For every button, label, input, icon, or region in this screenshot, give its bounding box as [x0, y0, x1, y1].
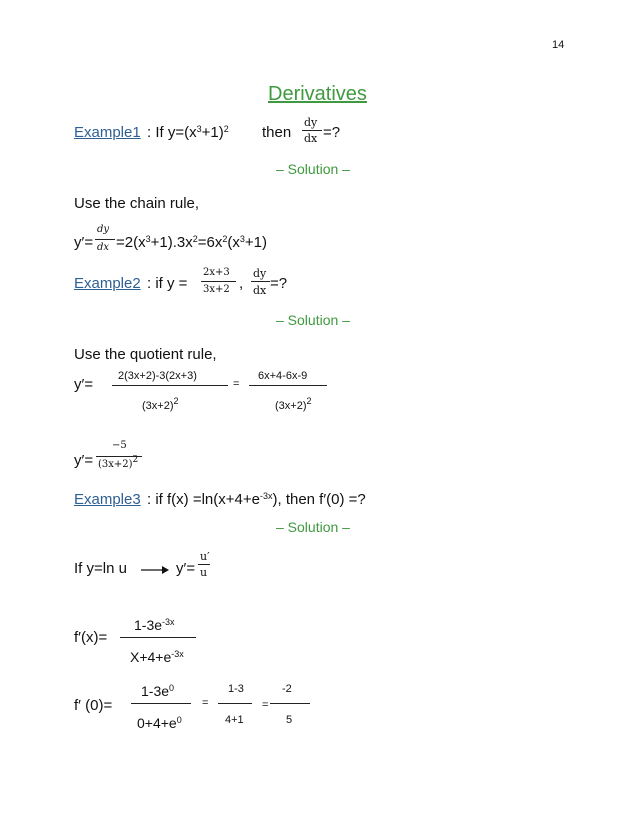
fprime-0-numerator: $1-3e^0$ [141, 683, 175, 699]
example-2-numerator: 2x+3 [203, 267, 230, 278]
quotient-rule-note: Use the quotient rule, [74, 346, 217, 363]
example-2-equals: =? [270, 275, 288, 292]
derivative-denominator: dx [97, 242, 110, 253]
ln-rule-denominator: u [200, 566, 208, 579]
example-1-fraction-denominator: dx [304, 132, 318, 145]
example-2-text: : if y = [147, 275, 188, 292]
chain-rule-note: Use the chain rule, [74, 195, 200, 212]
ln-rule-text: If y=ln u [74, 560, 127, 577]
fprime-0-denominator: $0+4+e^0$ [137, 715, 182, 731]
quotient-lhs: y′= [74, 376, 94, 393]
example-1-text: : If $y=(x^3+1)^2$ [147, 124, 229, 141]
quotient-bar-1 [112, 385, 228, 386]
derivative-numerator: dy [97, 224, 110, 235]
fprime-0-bar-2 [218, 703, 252, 704]
example-1-equals: =? [323, 124, 341, 141]
fprime-0-bar-3 [270, 703, 310, 704]
fprime-0-denominator-2: 4+1 [225, 714, 244, 726]
quotient-denominator-2: $(3x+2)^2$ [275, 396, 312, 412]
quotient-numerator-2: 6x+4-6x-9 [258, 370, 308, 382]
fprime-x-lhs: f′(x)= [74, 629, 108, 646]
example-1-label: Example1 [74, 124, 141, 141]
quotient-bar-2 [249, 385, 327, 386]
example-2-label: Example2 [74, 275, 141, 292]
example-2-dx: dx [253, 284, 267, 297]
example-1-fraction-bar [302, 130, 322, 131]
fprime-0-bar [131, 703, 191, 704]
example-1-fraction-numerator: dy [304, 116, 318, 129]
example-2-fraction-bar [201, 281, 236, 282]
quotient-denominator-1: $(3x+2)^2$ [142, 396, 179, 412]
example-1-then: then [262, 124, 292, 141]
derivative-expansion: $=2(x^3+1).3x^2=6x^2(x^3+1)$ [116, 234, 267, 251]
page-title: Derivatives [268, 83, 367, 105]
example-3-label: Example3 [74, 491, 141, 508]
quotient-equals: = [233, 378, 240, 390]
solution-heading-3: – Solution – [276, 519, 350, 535]
right-arrow-icon [140, 563, 170, 575]
example-2-dydx-bar [251, 281, 270, 282]
ln-rule-numerator: u′ [200, 550, 210, 563]
example-2-comma: , [239, 275, 244, 292]
quotient-numerator-1: 2(3x+2)-3(2x+3) [118, 370, 197, 382]
fprime-0-denominator-3: 5 [286, 714, 293, 726]
fprime-0-numerator-2: 1-3 [228, 683, 244, 695]
fprime-0-equals-2: = [262, 699, 269, 711]
example-2-dy: dy [253, 267, 267, 280]
page-number: 14 [552, 39, 565, 51]
ln-rule-fraction-bar [198, 564, 210, 565]
derivative-lhs: y′= [74, 234, 94, 251]
solution-heading-2: – Solution – [276, 312, 350, 328]
result-denominator: $(3x+2)^2$ [98, 455, 139, 470]
fprime-0-equals-1: = [202, 697, 209, 709]
fprime-0-numerator-3: -2 [282, 683, 292, 695]
fprime-x-numerator: $1-3e^{-3x}$ [134, 617, 175, 633]
example-3-text: : if $f(x) =\ln(x+4+e^{-3x})$, then f′(0) =? [147, 491, 366, 508]
result-numerator: −5 [112, 440, 127, 451]
ln-rule-lhs: y′= [176, 560, 196, 577]
fprime-x-bar [120, 637, 196, 638]
result-lhs: y′= [74, 452, 94, 469]
fprime-0-lhs: f′ (0)= [74, 697, 113, 714]
solution-heading-1: – Solution – [276, 161, 350, 177]
derivative-fraction-bar [95, 239, 115, 240]
fprime-x-denominator: $X+4+e^{-3x}$ [130, 649, 184, 665]
example-2-denominator: 3x+2 [203, 284, 230, 295]
